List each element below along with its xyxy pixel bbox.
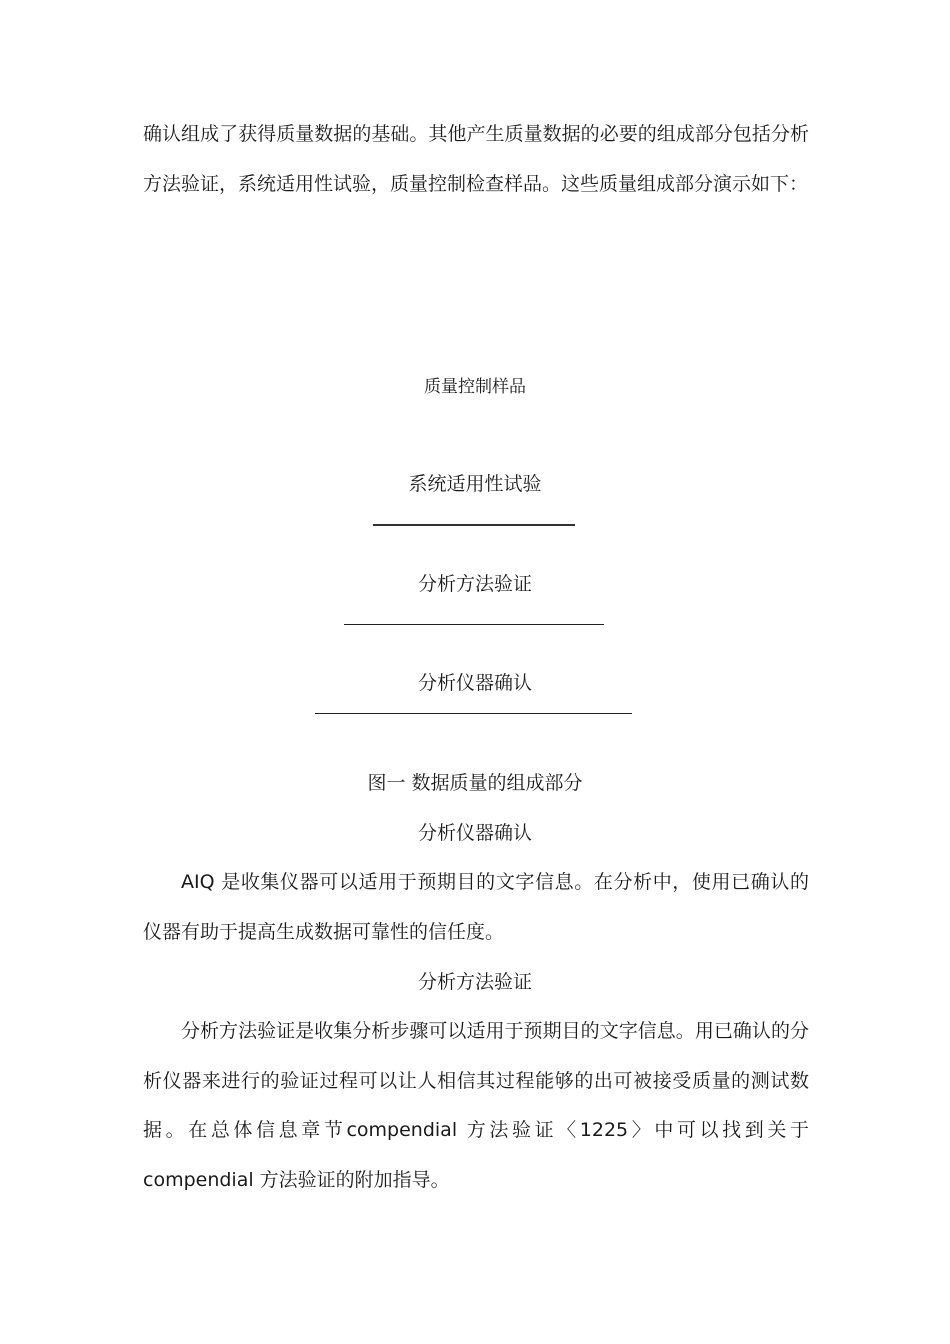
section-body-instrument-qualification: AIQ 是收集仪器可以适用于预期目的文字信息。在分析中，使用已确认的仪器有助于提高生成数据可靠性的信任度。 [143, 871, 809, 943]
section-body-method-validation: 分析方法验证是收集分析步骤可以适用于预期目的文字信息。用已确认的分析仪器来进行的验证过程可以让人相信其过程能够的出可被接受质量的测试数据。在总体信息章节compendial 方法验证〈1225〉中可以找到关于compendial 方法验证的附加指导。 [143, 1020, 809, 1191]
figure-caption: 图一 数据质量的组成部分 [367, 772, 583, 794]
section-heading-method-validation: 分析方法验证 [417, 971, 532, 993]
figure-level-system-suitability: 系统适用性试验 [408, 473, 542, 495]
figure-level-instrument-qualification: 分析仪器确认 [417, 672, 532, 694]
figure-divider-2 [344, 624, 604, 625]
section-heading-instrument-qualification: 分析仪器确认 [417, 822, 532, 844]
figure-level-method-validation: 分析方法验证 [417, 573, 532, 595]
figure-divider-1 [373, 524, 575, 526]
intro-paragraph: 确认组成了获得质量数据的基础。其他产生质量数据的必要的组成部分包括分析方法验证，系统适用性试验，质量控制检查样品。这些质量组成部分演示如下： [143, 123, 809, 195]
figure-level-quality-control-samples: 质量控制样品 [424, 377, 526, 397]
figure-divider-3 [315, 713, 632, 714]
